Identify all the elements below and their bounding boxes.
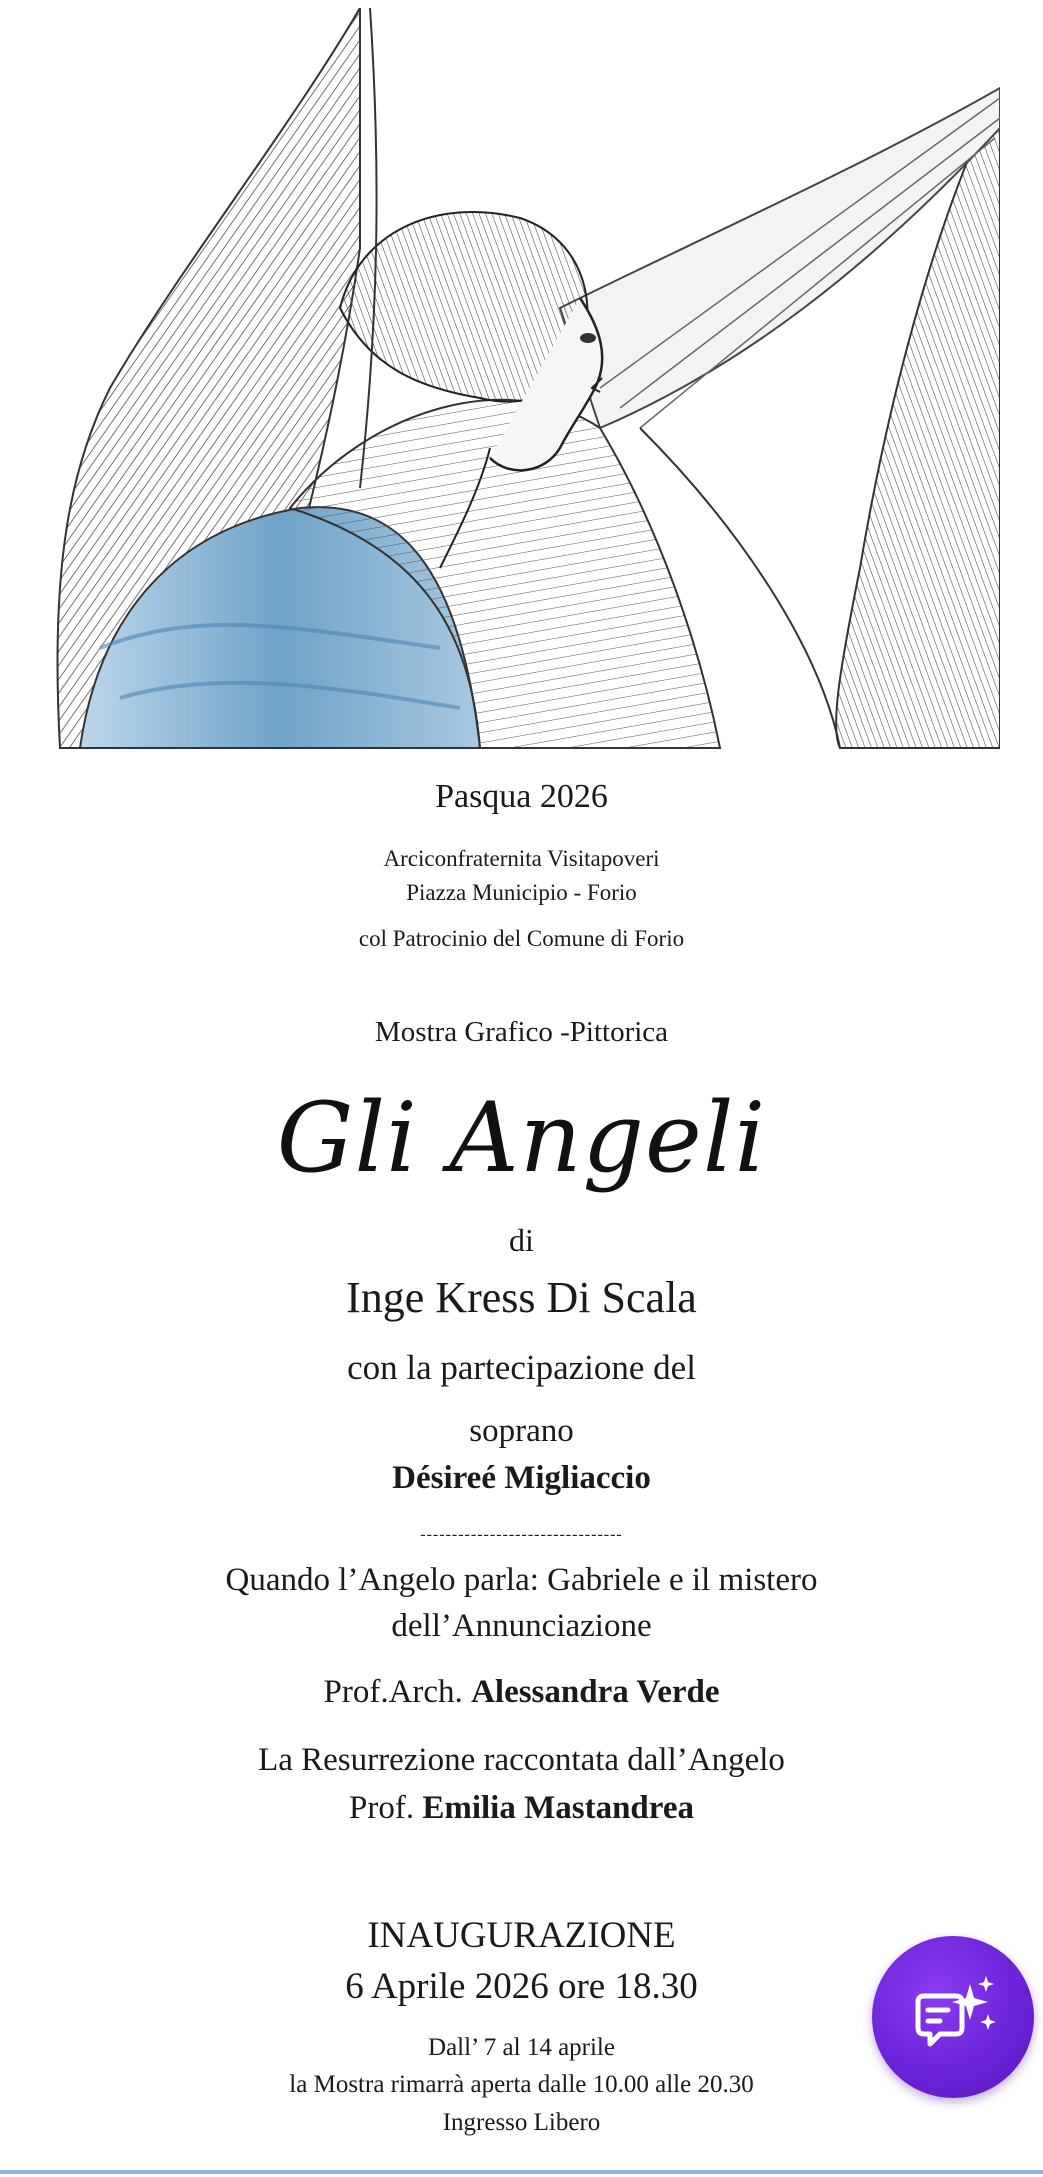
entry-info: Ingresso Libero [442, 2109, 601, 2136]
exhibition-title: Gli Angeli [276, 1082, 767, 1194]
angel-artwork [40, 8, 1000, 768]
artist-name: Inge Kress Di Scala [346, 1273, 697, 1322]
talk1-title-line1: Quando l’Angelo parla: Gabriele e il mistero [225, 1562, 818, 1598]
exhibition-type: Mostra Grafico -Pittorica [374, 1016, 669, 1048]
divider: -------------------------------- [420, 1526, 623, 1543]
speaker1-title: Prof.Arch. [323, 1674, 463, 1710]
talk2-title: La Resurrezione raccontata dall’Angelo [258, 1742, 785, 1778]
ai-chat-sparkle-icon [910, 1974, 996, 2060]
speaker2-title: Prof. [349, 1790, 415, 1826]
singer-name: Désireé Migliaccio [392, 1460, 651, 1496]
opening-date: 6 Aprile 2026 ore 18.30 [345, 1966, 698, 2007]
speaker2-name: Emilia Mastandrea [422, 1790, 694, 1826]
exhibition-hours: la Mostra rimarrà aperta dalle 10.00 alle 20.30 [289, 2071, 754, 2098]
opening-label: INAUGURAZIONE [367, 1915, 676, 1956]
organizer-name: Arciconfraternita Visitapoveri [383, 846, 660, 871]
ai-chat-button[interactable] [872, 1936, 1034, 2098]
voice-type: soprano [469, 1413, 574, 1449]
event-season: Pasqua 2026 [435, 778, 608, 815]
by-label: di [509, 1222, 534, 1258]
speaker2 [0, 1790, 1043, 1827]
talk1-title-line2: dell’Annunciazione [391, 1608, 652, 1644]
patronage-note: col Patrocinio del Comune di Forio [358, 926, 685, 951]
participation-label: con la partecipazione del [347, 1348, 696, 1387]
speaker1-name: Alessandra Verde [471, 1674, 720, 1710]
speaker1 [0, 1674, 1043, 1711]
exhibition-dates: Dall’ 7 al 14 aprile [428, 2034, 615, 2061]
organizer-address: Piazza Municipio - Forio [406, 880, 637, 905]
bottom-divider [0, 2170, 1043, 2174]
